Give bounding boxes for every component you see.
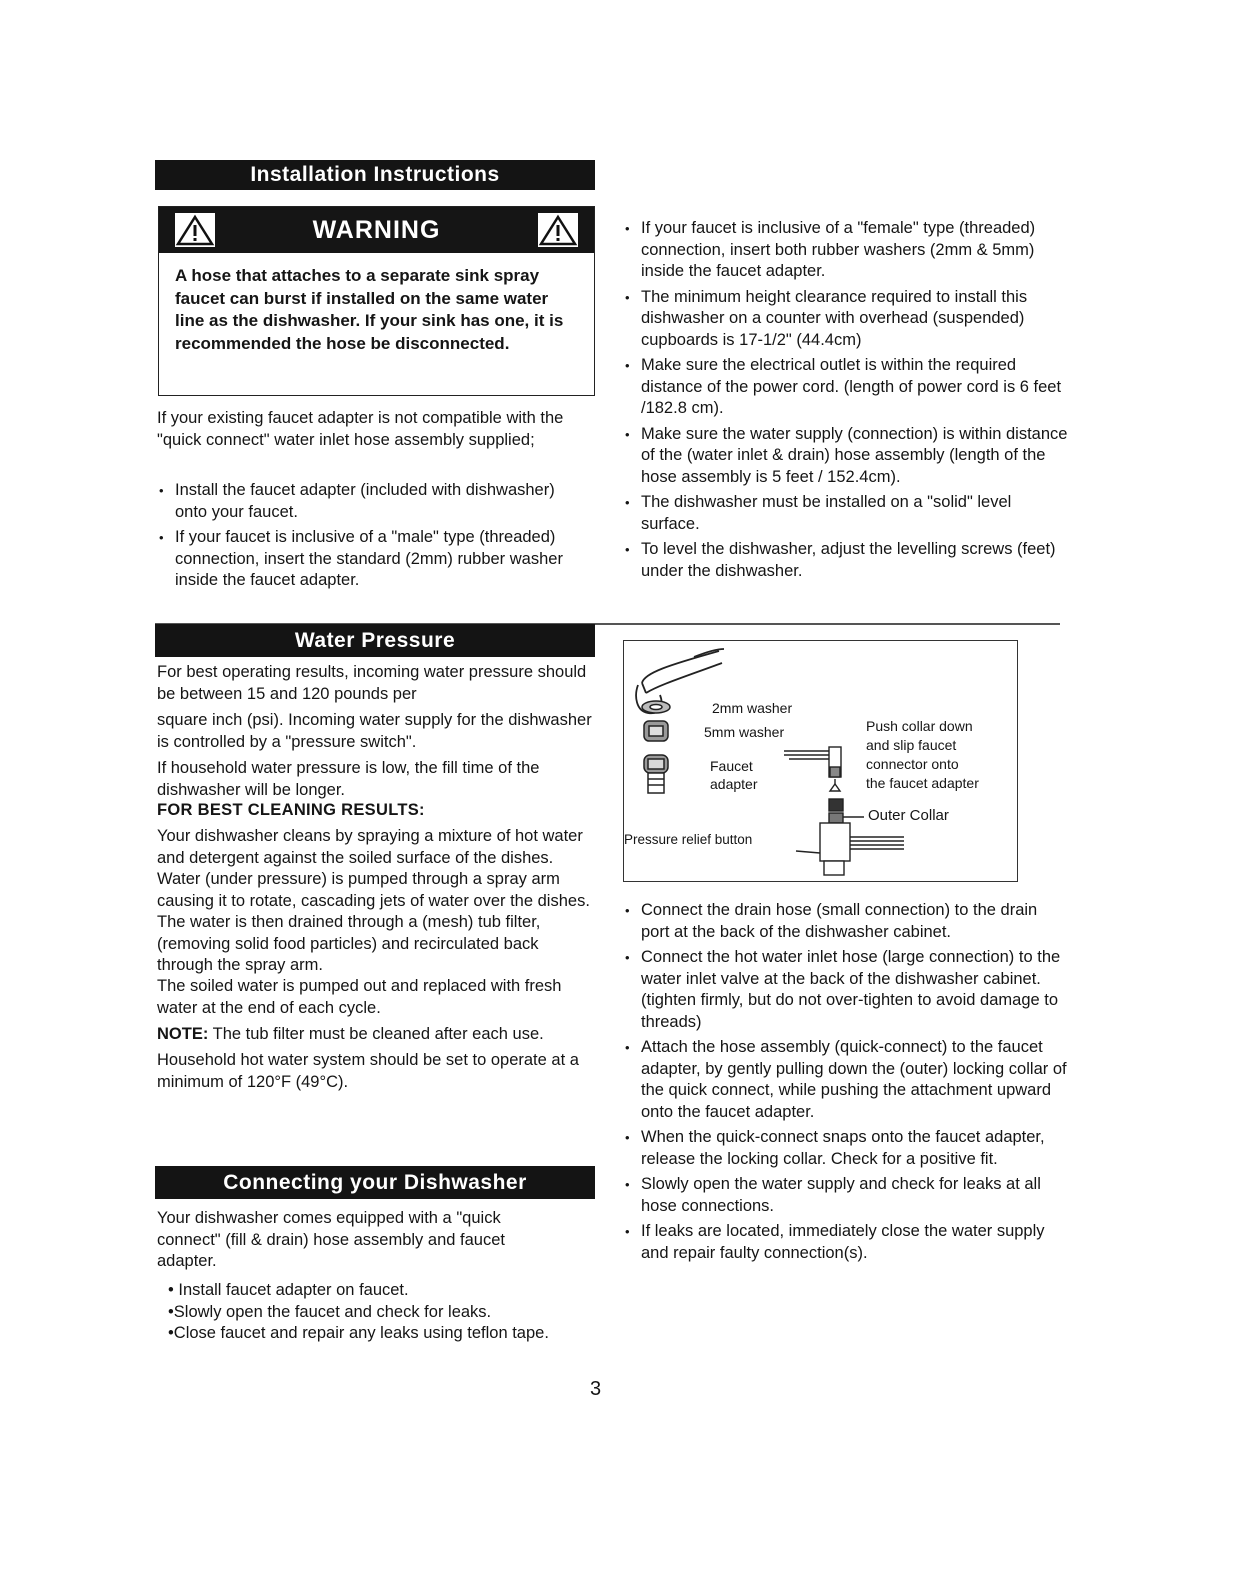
faucet-adapter-diagram: [623, 640, 1018, 882]
list-item: • Connect the hot water inlet hose (large connection) to the water inlet valve at the back of the dishwasher cabinet. (tighten firmly, but do not over-tighten to avoid damage to threads): [623, 947, 1068, 1033]
list-item: • Make sure the water supply (connection) is within distance of the (water inlet & drain) hose assembly (length of the hose assembly is 5 feet / 152.4cm).: [623, 424, 1068, 489]
label-2mm-washer: 2mm washer: [712, 700, 793, 716]
installation-instructions-title: Installation Instructions: [250, 163, 500, 186]
list-item: • When the quick-connect snaps onto the faucet adapter, release the locking collar. Check for a positive fit.: [623, 1127, 1068, 1170]
list-item: •Close faucet and repair any leaks using teflon tape.: [168, 1324, 549, 1342]
washer-2mm-icon: [642, 701, 670, 713]
page-number: 3: [590, 1378, 602, 1400]
note-label: NOTE:: [157, 1025, 209, 1043]
list-item: • The minimum height clearance required to install this dishwasher on a counter with overhead (suspended) cupboards is 17-1/2" (44.4cm): [623, 287, 1068, 352]
label-push-collar-1: Push collar down: [866, 718, 973, 734]
label-push-collar-4: the faucet adapter: [866, 775, 979, 791]
list-item: • To level the dishwasher, adjust the levelling screws (feet) under the dishwasher.: [623, 539, 1068, 582]
connecting-title: Connecting your Dishwasher: [223, 1170, 527, 1194]
water-pressure-p2: square inch (psi). Incoming water supply for the dishwasher is controlled by a "pressure switch".: [157, 711, 592, 751]
list-item: • Slowly open the water supply and check for leaks at all hose connections.: [623, 1174, 1068, 1217]
list-item: • Install the faucet adapter (included with dishwasher) onto your faucet.: [157, 480, 587, 523]
warning-title: WARNING: [312, 215, 441, 244]
warning-header: [159, 207, 594, 253]
warning-triangle-icon: [538, 213, 578, 247]
warning-triangle-icon: [175, 213, 215, 247]
water-pressure-p4: Your dishwasher cleans by spraying a mixture of hot water and detergent against the soiled surface of the dishes. Water (under pressure) is pumped through a spray arm causing it to rotate, cascading jets of water over the dishes. The water is then drained through a (mesh) tub filter, (removing solid food particles) and recirculated back through the spray arm.: [157, 827, 590, 974]
list-item: • Make sure the electrical outlet is within the required distance of the power cord. (length of power cord is 6 feet /182.8 cm).: [623, 355, 1068, 420]
water-pressure-banner: [155, 624, 595, 657]
label-5mm-washer: 5mm washer: [704, 724, 785, 740]
tub-filter-note: [157, 1024, 597, 1046]
note-text: The tub filter must be cleaned after each use.: [208, 1025, 544, 1043]
label-faucet: Faucet: [710, 758, 753, 774]
connect-bullets: [623, 900, 1068, 1268]
install-right-bullets: [623, 218, 1068, 586]
faucet-adapter-icon: [644, 755, 668, 793]
list-item: • If leaks are located, immediately close the water supply and repair faulty connection(s).: [623, 1221, 1068, 1264]
water-pressure-p6: Household hot water system should be set to operate at a minimum of 120°F (49°C).: [157, 1051, 579, 1091]
label-pressure-relief: Pressure relief button: [624, 832, 753, 847]
list-item: • Connect the drain hose (small connection) to the drain port at the back of the dishwasher cabinet.: [623, 900, 1068, 943]
list-item: • Install faucet adapter on faucet.: [168, 1281, 409, 1299]
warning-box: [158, 206, 595, 396]
install-left-bullets: [157, 480, 587, 596]
best-cleaning-heading: FOR BEST CLEANING RESULTS:: [157, 801, 425, 819]
install-intro: If your existing faucet adapter is not compatible with the "quick connect" water inlet hose assembly supplied;: [157, 409, 564, 449]
connecting-steps: [168, 1280, 598, 1345]
list-item: • The dishwasher must be installed on a "solid" level surface.: [623, 492, 1068, 535]
list-item: •Slowly open the faucet and check for leaks.: [168, 1302, 492, 1321]
installation-instructions-banner: [155, 160, 595, 190]
list-item: • If your faucet is inclusive of a "male" type (threaded) connection, insert the standard (2mm) rubber washer inside the faucet adapter.: [157, 527, 587, 592]
label-push-collar-2: and slip faucet: [866, 737, 957, 753]
label-push-collar-3: connector onto: [866, 756, 959, 772]
water-pressure-p3: If household water pressure is low, the fill time of the dishwasher will be longer.: [157, 759, 540, 799]
water-pressure-title: Water Pressure: [294, 628, 456, 652]
connecting-intro: Your dishwasher comes equipped with a "quick connect" (fill & drain) hose assembly and faucet adapter.: [157, 1209, 505, 1270]
list-item: • If your faucet is inclusive of a "female" type (threaded) connection, insert both rubber washers (2mm & 5mm) inside the faucet adapter.: [623, 218, 1068, 283]
connecting-banner: [155, 1166, 595, 1199]
list-item: • Attach the hose assembly (quick-connect) to the faucet adapter, by gently pulling down the (outer) locking collar of the quick connect, while pushing the attachment upward onto the faucet adapter.: [623, 1037, 1068, 1123]
water-pressure-p5: The soiled water is pumped out and replaced with fresh water at the end of each cycle.: [157, 977, 562, 1017]
label-outer-collar: Outer Collar: [868, 807, 949, 824]
warning-text: A hose that attaches to a separate sink spray faucet can burst if installed on the same water line as the dishwasher. If your sink has one, it is recommended the hose be disconnected.: [175, 266, 564, 353]
washer-5mm-icon: [644, 721, 668, 741]
label-adapter: adapter: [710, 776, 758, 792]
water-pressure-p1: For best operating results, incoming water pressure should be between 15 and 120 pounds per: [157, 663, 587, 703]
